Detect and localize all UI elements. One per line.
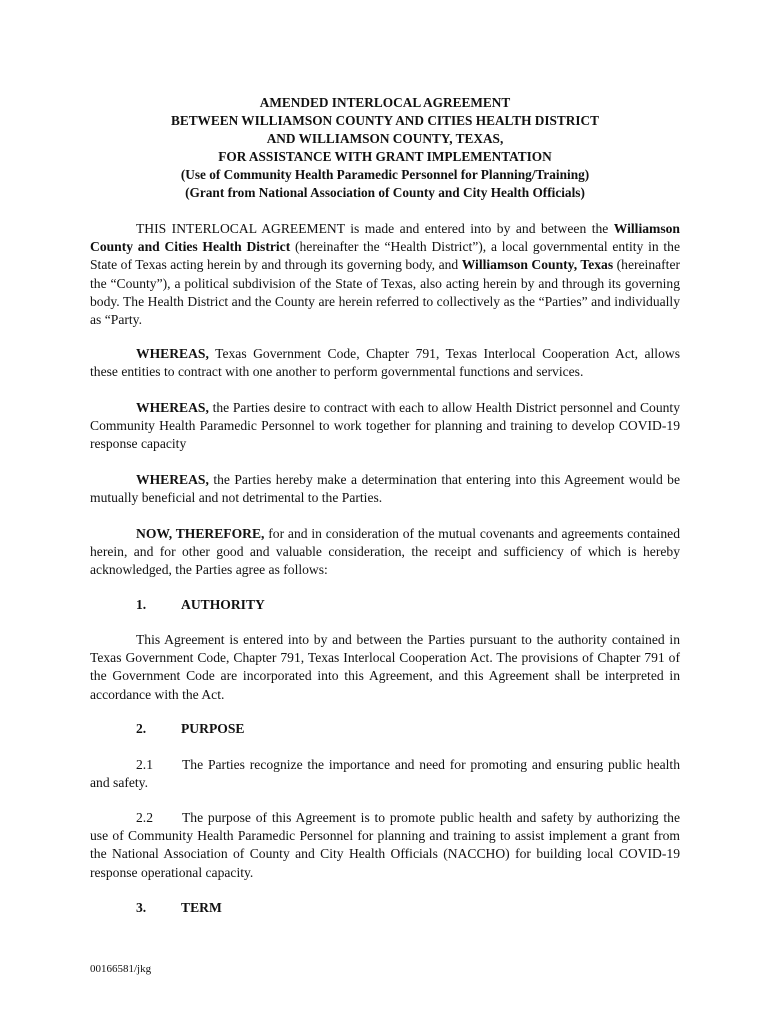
whereas-paragraph-3 <box>90 471 680 507</box>
section-title: AUTHORITY <box>181 597 265 612</box>
intro-party-health-district: Williamson County and Cities Health District <box>90 221 680 255</box>
subsection-text: The purpose of this Agreement is to promote public health and safety by authorizing the use of Community Health Paramedic Personnel for planning and training to assist implement a grant from the National Association of County and City Health Officials (NACCHO) for building local COVID-19 response operational capacity. <box>90 810 680 880</box>
whereas-lead: WHEREAS, <box>136 346 209 361</box>
whereas-paragraph-1 <box>90 345 680 381</box>
intro-text-1: THIS INTERLOCAL AGREEMENT is made and entered into by and between the <box>136 221 614 236</box>
now-therefore-text: for and in consideration of the mutual covenants and agreements contained herein, and for other good and valuable consideration, the receipt and sufficiency of which is hereby acknowledged, the Parties agree as follows: <box>90 526 680 578</box>
title-line-3: AND WILLIAMSON COUNTY, TEXAS, <box>266 131 504 146</box>
footer-document-id: 00166581/jkg <box>90 963 152 975</box>
intro-text-2: (hereinafter the “Health District”), a local governmental entity in the State of Texas acting herein by and through its governing body, and <box>90 239 681 273</box>
section-title: TERM <box>181 900 222 915</box>
subsection-number: 2.2 <box>136 810 153 825</box>
intro-paragraph <box>90 220 680 329</box>
section-2-2-paragraph <box>90 809 680 882</box>
now-therefore-lead: NOW, THEREFORE, <box>136 526 265 541</box>
title-line-4: FOR ASSISTANCE WITH GRANT IMPLEMENTATION <box>218 149 552 164</box>
section-1-heading <box>136 596 265 614</box>
section-3-heading <box>136 899 222 917</box>
subsection-text: The Parties recognize the importance and need for promoting and ensuring public health and safety. <box>90 757 680 791</box>
intro-text-3: (hereinafter the “County”), a political subdivision of the State of Texas, also acting herein by and through its governing body. The Health District and the County are herein referred to collectively as the “Parties” and individually as “Party. <box>90 257 681 328</box>
intro-party-county: Williamson County, Texas <box>461 257 614 273</box>
document-title <box>60 94 710 202</box>
section-number: 1. <box>136 597 147 612</box>
whereas-paragraph-2 <box>90 399 680 454</box>
title-line-2: BETWEEN WILLIAMSON COUNTY AND CITIES HEALTH DISTRICT <box>170 113 600 128</box>
whereas-lead: WHEREAS, <box>136 400 209 415</box>
whereas-lead: WHEREAS, <box>136 472 209 487</box>
section-number: 3. <box>136 900 147 915</box>
whereas-text: the Parties hereby make a determination that entering into this Agreement would be mutually beneficial and not detrimental to the Parties. <box>90 472 680 506</box>
section-title: PURPOSE <box>181 721 245 736</box>
title-line-5: (Use of Community Health Paramedic Personnel for Planning/Training) <box>180 167 590 182</box>
section-2-heading <box>136 720 244 738</box>
section-1-text: This Agreement is entered into by and between the Parties pursuant to the authority contained in Texas Government Code, Chapter 791, Texas Interlocal Cooperation Act. The provisions of Chapter 791 of the Government Code are incorporated into this Agreement, and this Agreement shall be interpreted in accordance with the Act. <box>90 632 680 702</box>
now-therefore-paragraph <box>90 525 680 580</box>
subsection-number: 2.1 <box>136 757 153 772</box>
title-line-1: AMENDED INTERLOCAL AGREEMENT <box>259 95 511 110</box>
whereas-text: the Parties desire to contract with each to allow Health District personnel and County Community Health Paramedic Personnel to work together for planning and training to develop COVID-19 response capacity <box>90 400 680 452</box>
section-2-1-paragraph <box>90 756 680 792</box>
whereas-text: Texas Government Code, Chapter 791, Texas Interlocal Cooperation Act, allows these entities to contract with one another to perform governmental functions and services. <box>90 346 680 380</box>
title-line-6: (Grant from National Association of County and City Health Officials) <box>185 185 585 200</box>
section-number: 2. <box>136 721 147 736</box>
